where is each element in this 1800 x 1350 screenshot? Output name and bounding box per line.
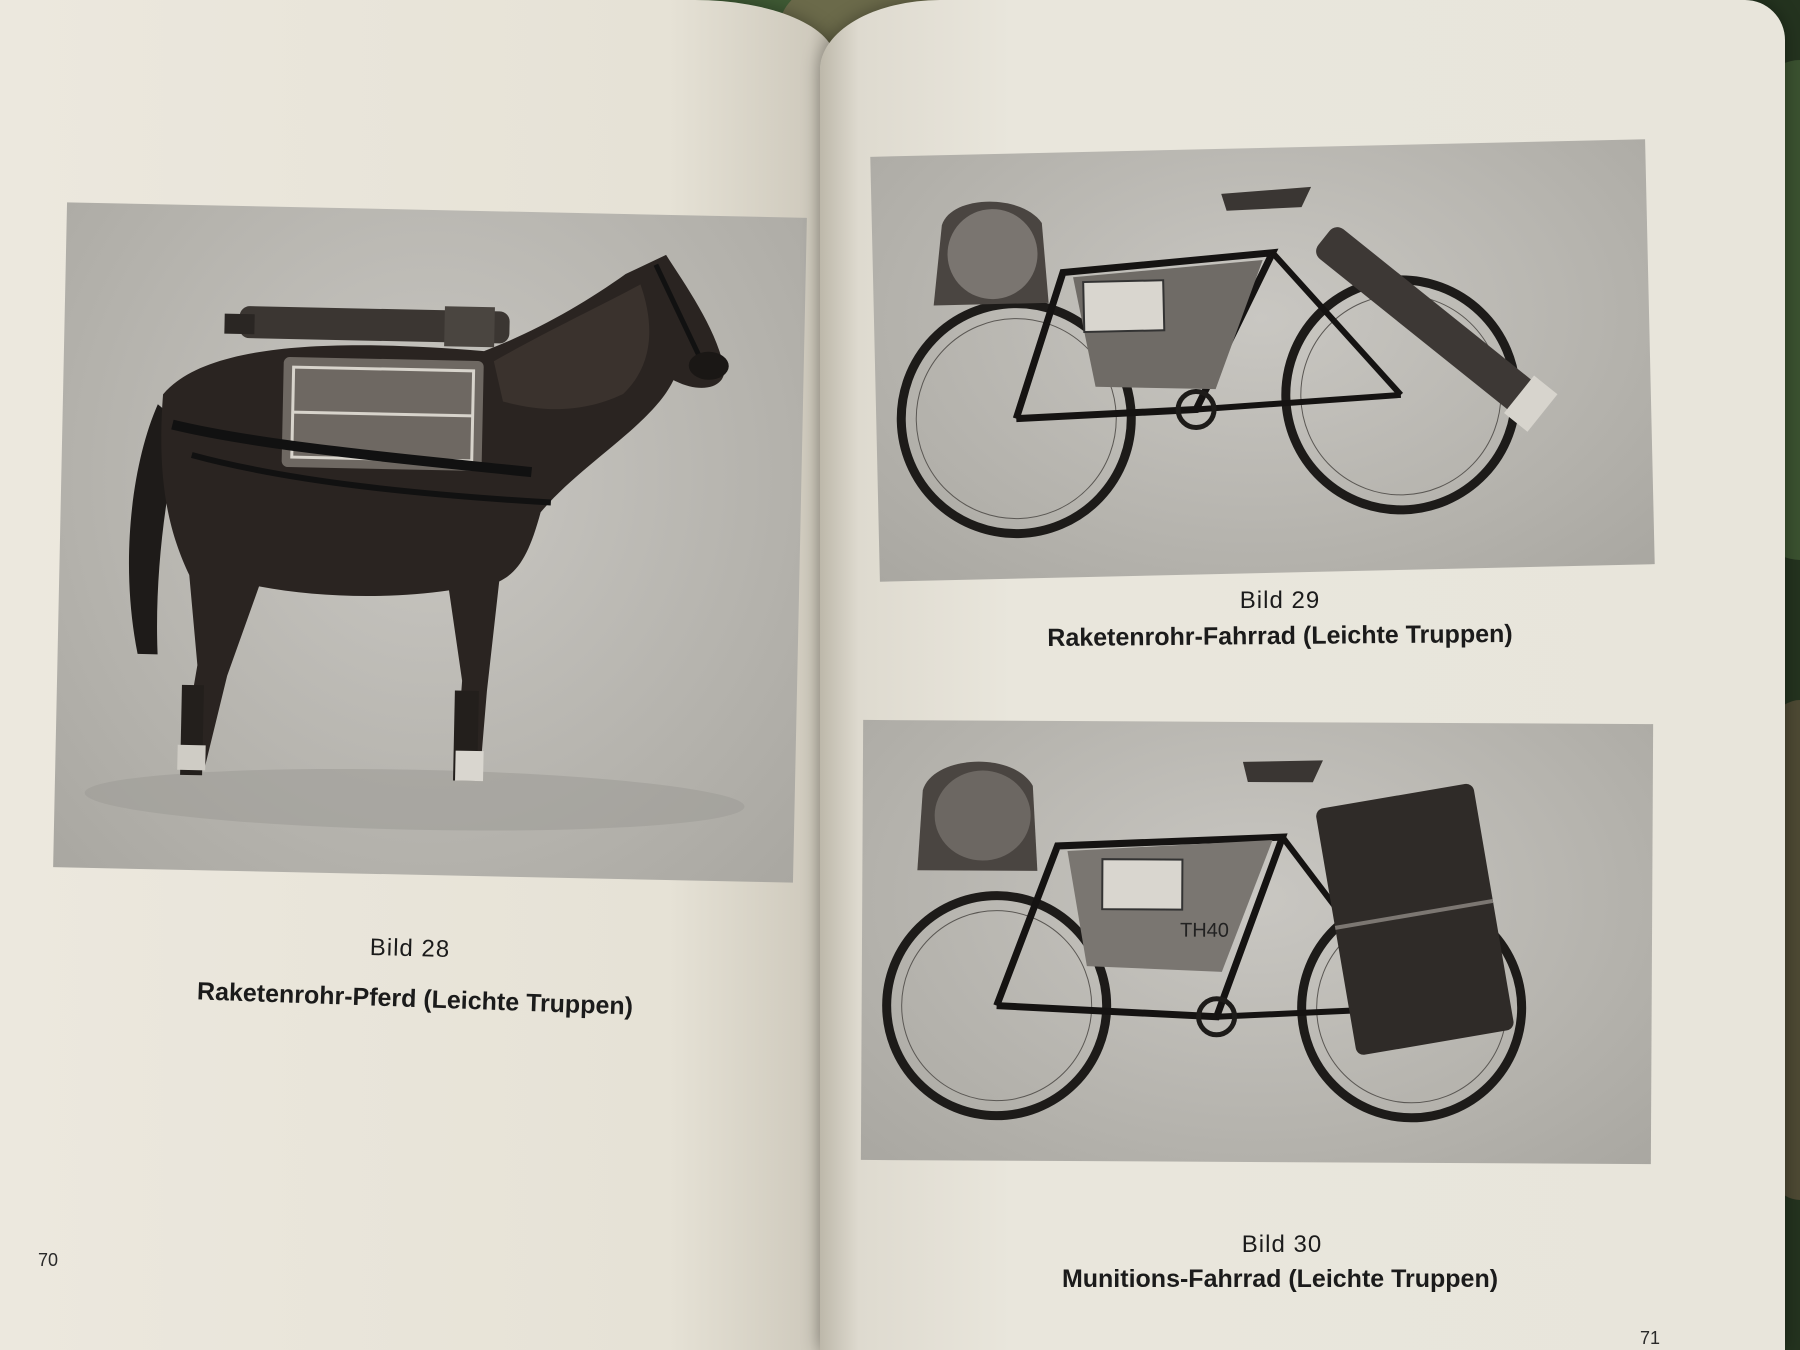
bicycle-illustration — [861, 720, 1653, 1164]
ammunition-bicycle-photo — [861, 720, 1653, 1164]
right-page — [820, 0, 1785, 1350]
page-number: 71 — [1640, 1328, 1661, 1348]
figure-title: Raketenrohr-Pferd (Leichte Truppen) — [196, 977, 634, 1021]
left-page — [0, 0, 835, 1350]
figure-title: Munitions-Fahrrad (Leichte Truppen) — [1061, 1265, 1499, 1293]
figure-label: Bild 30 — [1241, 1231, 1323, 1258]
rocket-bicycle-photo — [870, 139, 1654, 581]
figure-label: Bild 28 — [369, 933, 451, 964]
bag-marking: TH40 — [1180, 919, 1230, 942]
figure-title: Raketenrohr-Fahrrad (Leichte Truppen) — [1047, 619, 1513, 653]
figure-label: Bild 29 — [1239, 587, 1321, 614]
horse-photo — [53, 202, 807, 882]
bicycle-illustration — [870, 139, 1654, 581]
horse-illustration — [53, 202, 807, 882]
page-number: 70 — [38, 1250, 59, 1270]
